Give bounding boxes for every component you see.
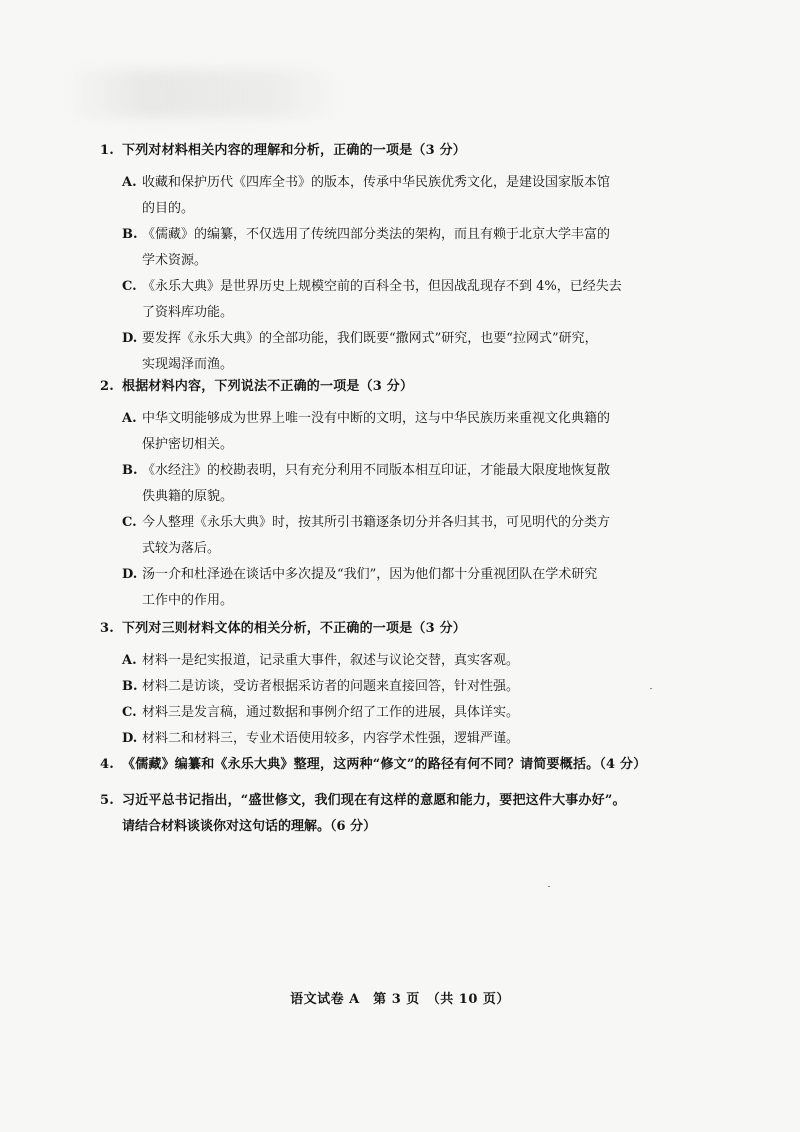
- option-list: [100, 648, 700, 752]
- option-d: [100, 726, 700, 752]
- option-letter: A.: [122, 653, 137, 668]
- scan-smudge: [62, 70, 342, 118]
- question-number: 5.: [100, 793, 114, 808]
- option-text-cont: 保护密切相关。: [142, 437, 234, 452]
- option-text: 汤一介和杜泽逊在谈话中多次提及“我们”，因为他们都十分重视团队在学术研究: [142, 567, 598, 582]
- question-4: [100, 752, 700, 778]
- scan-speck: [650, 688, 652, 689]
- option-a: [100, 648, 700, 674]
- option-text-cont: 了资料库功能。: [142, 305, 234, 320]
- option-letter: C.: [122, 515, 137, 530]
- option-letter: D.: [122, 567, 138, 582]
- option-text-cont: 式较为落后。: [142, 541, 221, 556]
- question-3: [100, 616, 700, 752]
- page-footer: 语文试卷 A 第 3 页 （共 10 页）: [290, 992, 510, 1007]
- option-text-cont: 学术资源。: [142, 253, 208, 268]
- question-text-cont: 请结合材料谈谈你对这句话的理解。（6 分）: [122, 819, 377, 834]
- option-text: 《永乐大典》是世界历史上规模空前的百科全书，但因战乱现存不到 4%，已经失去: [142, 279, 622, 294]
- option-c: [100, 700, 700, 726]
- option-letter: D.: [122, 331, 138, 346]
- question-stem: [100, 138, 700, 164]
- option-text: 材料二和材料三，专业术语使用较多，内容学术性强，逻辑严谨。: [142, 731, 520, 746]
- question-text: 习近平总书记指出，“盛世修文，我们现在有这样的意愿和能力，要把这件大事办好”。: [122, 793, 626, 808]
- option-text-cont: 实现竭泽而渔。: [142, 357, 234, 372]
- option-b: [100, 674, 700, 700]
- option-text: 《儒藏》的编纂，不仅选用了传统四部分类法的架构，而且有赖于北京大学丰富的: [142, 227, 611, 242]
- option-text: 收藏和保护历代《四库全书》的版本，传承中华民族优秀文化，是建设国家版本馆: [142, 175, 611, 190]
- option-text: 《水经注》的校勘表明，只有充分利用不同版本相互印证，才能最大限度地恢复散: [142, 463, 611, 478]
- option-text-cont: 工作中的作用。: [142, 593, 234, 608]
- option-list: [100, 406, 700, 614]
- question-5: [100, 788, 700, 840]
- option-letter: D.: [122, 731, 138, 746]
- option-c: [100, 274, 700, 326]
- question-text: 下列对材料相关内容的理解和分析，正确的一项是（3 分）: [122, 143, 466, 158]
- question-1: [100, 138, 700, 378]
- scan-speck: [548, 886, 550, 887]
- question-stem: [100, 616, 700, 642]
- option-a: [100, 170, 700, 222]
- option-a: [100, 406, 700, 458]
- option-letter: A.: [122, 175, 137, 190]
- option-text: 中华文明能够成为世界上唯一没有中断的文明，这与中华民族历来重视文化典籍的: [142, 411, 611, 426]
- option-text: 要发挥《永乐大典》的全部功能，我们既要“撒网式”研究，也要“拉网式”研究，: [142, 331, 598, 346]
- question-text: 根据材料内容，下列说法不正确的一项是（3 分）: [122, 379, 414, 394]
- question-number: 3.: [100, 621, 114, 636]
- option-letter: C.: [122, 279, 137, 294]
- question-stem: [100, 752, 700, 778]
- option-letter: B.: [122, 227, 138, 242]
- question-text: 《儒藏》编纂和《永乐大典》整理，这两种“修文”的路径有何不同？请简要概括。（4 分）: [122, 757, 647, 772]
- option-b: [100, 458, 700, 510]
- option-letter: B.: [122, 679, 138, 694]
- option-letter: A.: [122, 411, 137, 426]
- option-d: [100, 326, 700, 378]
- option-text: 材料三是发言稿，通过数据和事例介绍了工作的进展，具体详实。: [142, 705, 520, 720]
- option-text: 材料二是访谈，受访者根据采访者的问题来直接回答，针对性强。: [142, 679, 520, 694]
- option-letter: B.: [122, 463, 138, 478]
- option-list: [100, 170, 700, 378]
- question-number: 2.: [100, 379, 114, 394]
- question-number: 1.: [100, 143, 114, 158]
- option-c: [100, 510, 700, 562]
- option-d: [100, 562, 700, 614]
- question-text: 下列对三则材料文体的相关分析，不正确的一项是（3 分）: [122, 621, 466, 636]
- option-text-cont: 的目的。: [142, 201, 195, 216]
- option-letter: C.: [122, 705, 137, 720]
- option-text: 材料一是纪实报道，记录重大事件，叙述与议论交替，真实客观。: [142, 653, 520, 668]
- option-b: [100, 222, 700, 274]
- question-stem: [100, 374, 700, 400]
- option-text-cont: 佚典籍的原貌。: [142, 489, 234, 504]
- question-stem: [100, 788, 700, 814]
- question-number: 4.: [100, 757, 114, 772]
- option-text: 今人整理《永乐大典》时，按其所引书籍逐条切分并各归其书，可见明代的分类方: [142, 515, 611, 530]
- question-2: [100, 374, 700, 614]
